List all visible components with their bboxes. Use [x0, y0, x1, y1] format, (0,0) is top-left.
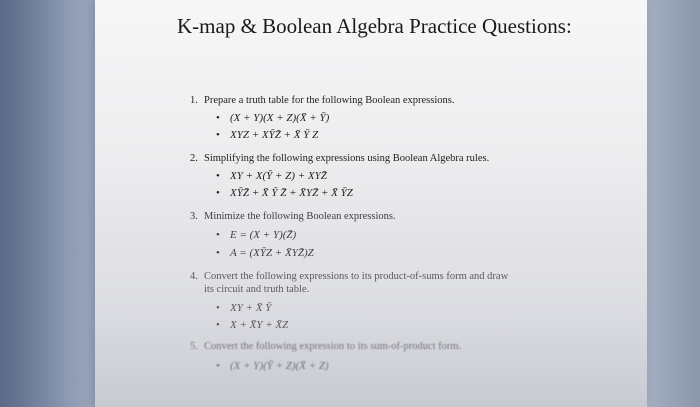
question-5	[190, 341, 461, 352]
question-number: 3.	[190, 211, 198, 222]
question-text: Prepare a truth table for the following Boolean expressions.	[204, 95, 455, 106]
expression-2b: • XȲZ̄ + X̄ Ȳ Z̄ + X̄YZ̄ + X̄ ȲZ	[216, 187, 353, 199]
expression-1a: • (X + Y)(X + Z)(X̄ + Ȳ)	[216, 112, 330, 124]
question-4-continued	[204, 284, 309, 295]
expression-text: XY + X̄ Ȳ	[230, 302, 272, 314]
question-text: Convert the following expressions to its product-of-sums form and draw	[204, 271, 509, 282]
question-number: 2.	[190, 153, 198, 164]
question-text: its circuit and truth table.	[204, 284, 310, 295]
expression-3a: • E = (X + Y)(Z̄)	[216, 229, 297, 241]
expression-text: (X + Y)(Ȳ + Z)(X̄ + Z)	[230, 360, 329, 372]
question-3	[190, 211, 396, 222]
expression-1b: • XYZ + XȲZ̄ + X̄ Ȳ Z	[216, 129, 319, 141]
question-text: Minimize the following Boolean expressions.	[204, 211, 396, 222]
expression-text: A = (XȲZ + X̄YZ̄)Z	[230, 247, 314, 259]
expression-5a: • (X + Y)(Ȳ + Z)(X̄ + Z)	[216, 360, 329, 372]
expression-text: (X + Y)(X + Z)(X̄ + Ȳ)	[230, 112, 330, 124]
question-2	[190, 153, 489, 164]
question-number: 5.	[190, 341, 198, 352]
expression-text: E = (X + Y)(Z̄)	[230, 229, 297, 241]
expression-3b: • A = (XȲZ + X̄YZ̄)Z	[216, 247, 314, 259]
expression-text: XȲZ̄ + X̄ Ȳ Z̄ + X̄YZ̄ + X̄ ȲZ	[230, 187, 353, 199]
expression-text: XY + X(Ȳ + Z) + XYZ̄	[230, 170, 327, 182]
expression-4b: • X + X̄Y + X̄Z	[216, 319, 289, 331]
question-text: Convert the following expression to its sum-of-product form.	[204, 341, 462, 352]
question-1	[190, 95, 454, 106]
page-title: K-map & Boolean Algebra Practice Questions:	[177, 14, 572, 38]
expression-text: XYZ + XȲZ̄ + X̄ Ȳ Z	[230, 129, 319, 141]
expression-4a: • XY + X̄ Ȳ	[216, 302, 272, 314]
question-4	[190, 271, 508, 282]
question-text: Simplifying the following expressions using Boolean Algebra rules.	[204, 153, 490, 164]
expression-text: X + X̄Y + X̄Z	[230, 319, 289, 331]
question-number: 1.	[190, 95, 198, 106]
expression-2a: • XY + X(Ȳ + Z) + XYZ̄	[216, 170, 327, 182]
question-number: 4.	[190, 271, 198, 282]
